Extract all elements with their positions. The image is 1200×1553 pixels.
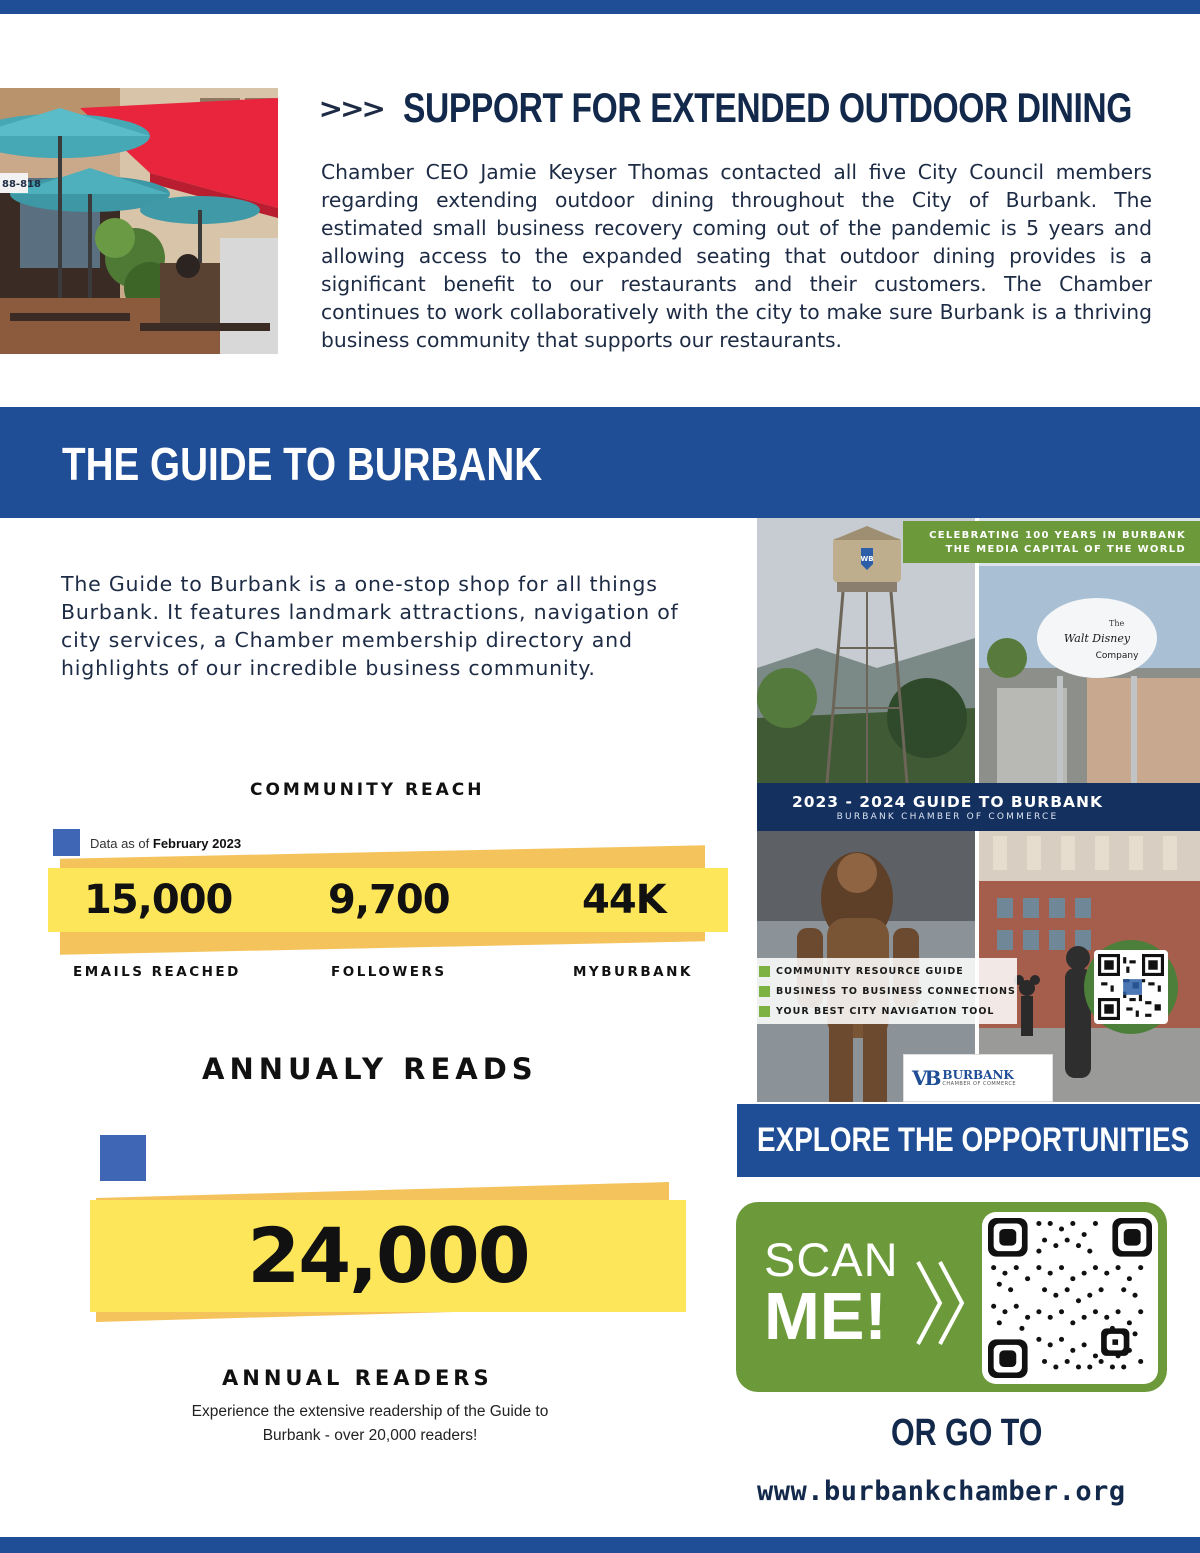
photo-sign-text: 88-818 <box>2 179 41 190</box>
cover-feature-list <box>757 958 1017 1024</box>
triple-chevron-icon: >>> <box>318 91 383 125</box>
logo-subtitle: CHAMBER OF COMMERCE <box>942 1081 1017 1087</box>
guide-intro-text: The Guide to Burbank is a one-stop shop for all things Burbank. It features landmark attractions, navigation of city services, a Chamber membership directory and highlights of our incredible business community. <box>61 572 679 680</box>
scan-label: SCAN <box>764 1233 899 1286</box>
me-label: ME! <box>764 1279 887 1354</box>
or-go-to-label: OR GO TO <box>891 1412 1043 1454</box>
disney-tower-text-2: Walt Disney <box>1063 632 1131 645</box>
blue-square-decoration-large <box>100 1135 146 1181</box>
blue-square-decoration <box>53 829 80 856</box>
dining-title: SUPPORT FOR EXTENDED OUTDOOR DINING <box>403 84 1133 131</box>
data-note-prefix: Data as of <box>90 836 150 851</box>
stat-followers-label: FOLLOWERS <box>331 964 447 980</box>
cover-banner-line-1: CELEBRATING 100 YEARS IN BURBANK <box>929 530 1186 541</box>
outdoor-dining-photo <box>0 88 278 354</box>
stat-emails-label: EMAILS REACHED <box>73 964 241 980</box>
disney-tower-text-3: Company <box>1095 651 1139 661</box>
cover-list-item <box>759 1001 1017 1021</box>
logo-name: BURBANK <box>942 1068 1014 1082</box>
cover-list-item-text: BUSINESS TO BUSINESS CONNECTIONS <box>776 985 1016 997</box>
cover-list-item <box>759 981 1017 1001</box>
stat-emails-value: 15,000 <box>84 877 233 923</box>
green-bullet-icon <box>759 966 770 977</box>
wb-shield-logo: WB <box>860 555 874 563</box>
dining-heading <box>320 82 1200 134</box>
annual-readers-description: Experience the extensive readership of the Guide to Burbank - over 20,000 readers! <box>191 1403 549 1444</box>
explore-opportunities-label: EXPLORE THE OPPORTUNITIES <box>757 1121 1190 1159</box>
cover-banner-line-2: THE MEDIA CAPITAL OF THE WORLD <box>945 544 1186 555</box>
annual-reads-title: ANNUALY READS <box>202 1052 538 1086</box>
annual-readers-value: 24,000 <box>247 1211 529 1300</box>
scan-me-card[interactable] <box>736 1202 1167 1392</box>
guide-title: THE GUIDE TO BURBANK <box>62 438 543 490</box>
qr-code-large-icon <box>988 1218 1152 1378</box>
dining-body-text: Chamber CEO Jamie Keyser Thomas contacted all five City Council members regarding extending outdoor dining throughout the City of Burbank. The estimated small business recovery coming out of the pandemic is 5 years and allowing access to the expanded seating that outdoor dining provides is a significant benefit to our restaurants and their customers. The Chamber continues to work collaboratively with the city to make sure Burbank is a thriving business community that supports our restaurants. <box>321 160 1152 352</box>
data-date-note <box>90 836 241 851</box>
stat-myburbank-value: 44K <box>582 877 666 923</box>
bottom-border-bar <box>0 1537 1200 1553</box>
main-qr-code[interactable] <box>982 1212 1158 1384</box>
green-bullet-icon <box>759 986 770 997</box>
stat-followers-value: 9,700 <box>328 877 450 923</box>
qr-code-icon <box>1098 954 1164 1020</box>
guide-cover-image[interactable] <box>757 518 1200 1102</box>
cover-title: 2023 - 2024 GUIDE TO BURBANK <box>791 793 1104 811</box>
green-bullet-icon <box>759 1006 770 1017</box>
cover-banner <box>903 521 1200 563</box>
cover-qr-code[interactable] <box>1084 940 1178 1034</box>
vb-logo-mark: VB <box>912 1066 939 1090</box>
explore-opportunities-band[interactable] <box>737 1104 1200 1177</box>
website-url-link[interactable]: www.burbankchamber.org <box>757 1476 1126 1507</box>
guide-section-band <box>0 407 1200 518</box>
annual-readers-label: ANNUAL READERS <box>222 1366 493 1390</box>
cover-list-item <box>759 961 1017 981</box>
cover-subtitle: BURBANK CHAMBER OF COMMERCE <box>836 812 1059 822</box>
burbank-chamber-logo <box>903 1054 1053 1102</box>
cover-list-item-text: YOUR BEST CITY NAVIGATION TOOL <box>776 1005 995 1017</box>
disney-tower-text-1: The <box>1109 619 1125 628</box>
data-note-date: February 2023 <box>152 836 242 851</box>
double-chevron-right-icon <box>914 1258 970 1348</box>
stat-myburbank-label: MYBURBANK <box>573 964 693 980</box>
top-border-bar <box>0 0 1200 14</box>
cover-title-strip <box>757 783 1200 831</box>
cover-list-item-text: COMMUNITY RESOURCE GUIDE <box>776 965 964 977</box>
community-reach-title: COMMUNITY REACH <box>250 780 485 800</box>
